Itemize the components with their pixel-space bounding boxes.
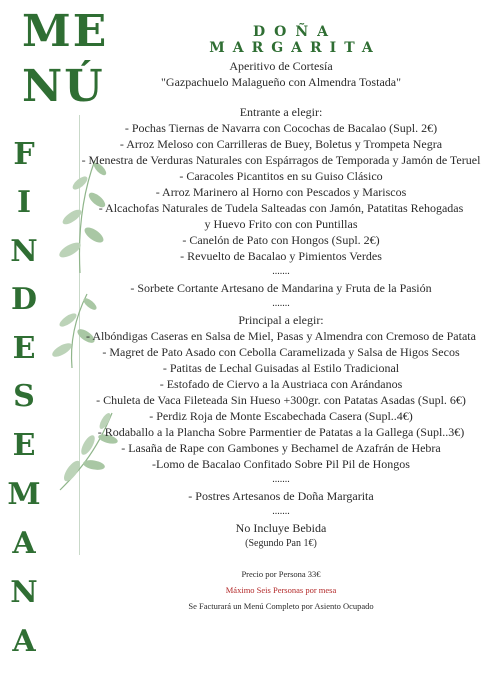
- separator-2: .......: [272, 298, 290, 309]
- factura-note: Se Facturará un Menú Completo por Asiento Ocupado: [188, 601, 374, 611]
- precio-note: Precio por Persona 33€: [241, 569, 321, 579]
- entrantes-heading: Entrante a elegir:: [239, 105, 323, 119]
- entrante-item: - Alcachofas Naturales de Tudela Salteadas con Jamón, Patatitas Rehogadas: [98, 201, 464, 215]
- vertical-letter-3: N: [10, 234, 38, 269]
- vertical-letter-10: N: [10, 575, 38, 610]
- principal-item: - Lasaña de Rape con Gambones y Bechamel de Azafrán de Hebra: [121, 441, 441, 455]
- entrante-item: - Pochas Tiernas de Navarra con Cocochas de Bacalao (Supl. 2€): [124, 121, 438, 135]
- pan-note: (Segundo Pan 1€): [245, 538, 317, 549]
- separator-3: .......: [272, 474, 290, 485]
- maximo-note: Máximo Seis Personas por mesa: [225, 585, 337, 595]
- principal-item: - Patitas de Lechal Guisadas al Estilo Tradicional: [162, 361, 400, 375]
- vertical-letter-2: I: [16, 185, 32, 220]
- principal-item: - Estofado de Ciervo a la Austriaca con Arándanos: [159, 377, 403, 391]
- aperitivo-label: Aperitivo de Cortesía: [229, 59, 333, 73]
- vertical-letter-7: E: [12, 428, 36, 463]
- postres-item: - Postres Artesanos de Doña Margarita: [188, 489, 374, 503]
- principal-item: - Perdiz Roja de Monte Escabechada Casera (Supl..4€): [149, 409, 413, 423]
- principal-item: -Lomo de Bacalao Confitado Sobre Pil Pil de Hongos: [152, 457, 410, 471]
- sorbete-item: - Sorbete Cortante Artesano de Mandarina y Fruta de la Pasión: [130, 281, 432, 295]
- menu-title-line-1: ME: [22, 6, 109, 57]
- entrante-item: - Arroz Marinero al Horno con Pescados y Mariscos: [155, 185, 407, 199]
- principal-item: - Rodaballo a la Plancha Sobre Parmentier de Patatas a la Gallega (Supl..3€): [97, 425, 465, 439]
- entrante-item: - Canelón de Pato con Hongos (Supl. 2€): [182, 233, 380, 247]
- separator-4: .......: [272, 506, 290, 517]
- restaurant-name-line-2: MARGARITA: [209, 40, 381, 56]
- entrante-item: - Caracoles Picantitos en su Guiso Clásico: [179, 169, 383, 183]
- aperitivo-dish: "Gazpachuelo Malagueño con Almendra Tostada": [161, 75, 401, 89]
- menu-title-line-2: NÚ: [22, 61, 105, 112]
- separator-1: .......: [272, 266, 290, 277]
- principal-item: - Chuleta de Vaca Fileteada Sin Hueso +300gr. con Patatas Asadas (Supl. 6€): [96, 393, 466, 407]
- principales-heading: Principal a elegir:: [238, 313, 324, 327]
- restaurant-name-line-1: DOÑA: [253, 24, 337, 40]
- principal-item: - Albóndigas Caseras en Salsa de Miel, Pasas y Almendra con Cremoso de Patata: [86, 329, 476, 343]
- entrante-item: y Huevo Frito con con Puntillas: [204, 217, 358, 231]
- entrante-item: - Revuelto de Bacalao y Pimientos Verdes: [180, 249, 382, 263]
- vertical-letter-4: D: [10, 282, 37, 317]
- menu-content: [66, 58, 496, 614]
- vertical-letter-6: S: [13, 379, 35, 414]
- entrante-item: - Menestra de Verduras Naturales con Espárragos de Temporada y Jamón de Teruel: [81, 153, 481, 167]
- vertical-letter-5: E: [12, 331, 36, 366]
- entrante-item: - Arroz Meloso con Carrilleras de Buey, Boletus y Trompeta Negra: [119, 137, 443, 151]
- principal-item: - Magret de Pato Asado con Cebolla Caramelizada y Salsa de Higos Secos: [102, 345, 460, 359]
- vertical-letter-1: F: [13, 137, 35, 172]
- vertical-letter-9: A: [12, 526, 36, 561]
- bebida-note: No Incluye Bebida: [235, 521, 327, 535]
- vertical-letter-11: A: [12, 624, 36, 659]
- vertical-letter-8: M: [7, 477, 41, 512]
